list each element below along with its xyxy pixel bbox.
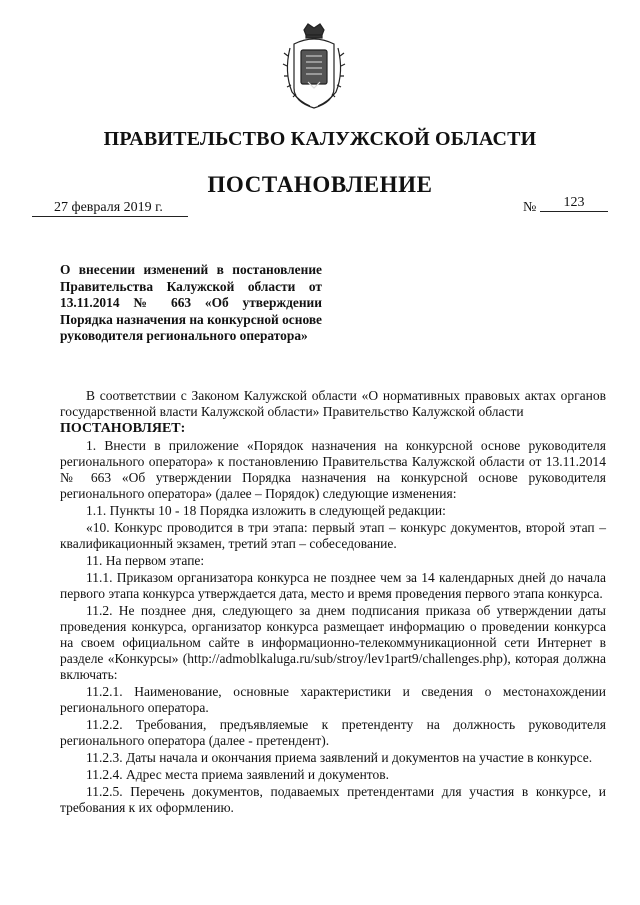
coat-of-arms-icon [282,22,346,110]
government-title: ПРАВИТЕЛЬСТВО КАЛУЖСКОЙ ОБЛАСТИ [103,128,537,150]
document-type-heading: ПОСТАНОВЛЕНИЕ [207,172,433,197]
body-paragraph: «10. Конкурс проводится в три этапа: первый этап – конкурс документов, второй этап – квалификационный экзамен, третий этап – собеседование. [60,520,606,551]
document-subject: О внесении изменений в постановление Правительства Калужской области от 13.11.2014 № 663 «Об утверждении Порядка назначения на конкурсной основе руководителя регионального оператора» [60,262,322,344]
document-date: 27 февраля 2019 г. [32,200,188,217]
body-paragraph: 11.2.1. Наименование, основные характеристики и сведения о местонахождении регионального оператора. [60,684,606,715]
body-paragraph: 11.2.3. Даты начала и окончания приема заявлений и документов на участие в конкурсе. [86,750,593,765]
body-paragraph: 11.2. Не позднее дня, следующего за днем подписания приказа об утверждении даты проведения конкурса, организатор конкурса размещает информацию о проведении конкурса на своем официальном сайте в информационно-телекоммуникационной сети Интернет в разделе «Конкурсы» (http://admoblkaluga.ru/sub/stroy/lev1part9/challenges.php), которая должна включать: [60,603,606,682]
number-label: № [523,200,537,215]
document-number: 123 [540,195,608,212]
body-paragraph: В соответствии с Законом Калужской области «О нормативных правовых актах органов государственной власти Калужской области» Правительство Калужской области [60,388,606,419]
document-body [60,388,606,816]
body-paragraph: 11.2.2. Требования, предъявляемые к претенденту на должность руководителя регионального оператора (далее - претендент). [60,717,606,748]
body-paragraph: 1.1. Пункты 10 - 18 Порядка изложить в следующей редакции: [86,503,446,518]
body-paragraph: 11. На первом этапе: [86,553,205,568]
body-paragraph: 1. Внести в приложение «Порядок назначения на конкурсной основе руководителя регионального оператора» к постановлению Правительства Калужской области от 13.11.2014 № 663 «Об утверждении Порядка назначения на конкурсной основе руководителя регионального оператора» (далее – Порядок) следующие изменения: [60,438,606,501]
resolves-heading: ПОСТАНОВЛЯЕТ: [60,421,186,436]
body-paragraph: 11.1. Приказом организатора конкурса не позднее чем за 14 календарных дней до начала первого этапа конкурса утверждается дата, место и время проведения первого этапа конкурса. [60,570,606,601]
body-paragraph: 11.2.4. Адрес места приема заявлений и документов. [86,767,390,782]
body-paragraph: 11.2.5. Перечень документов, подаваемых претендентами для участия в конкурсе, и требования к их оформлению. [60,784,606,815]
